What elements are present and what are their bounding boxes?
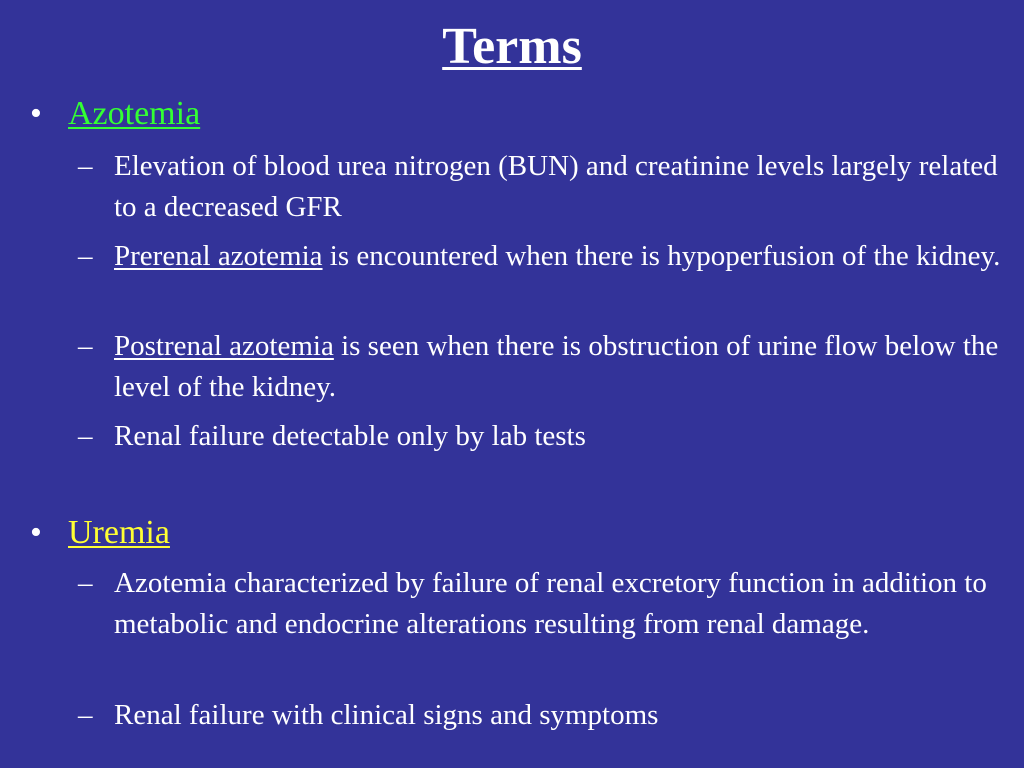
term-uremia: Uremia: [68, 514, 170, 551]
azotemia-item-1-text: Elevation of blood urea nitrogen (BUN) and creatinine levels largely related to a decreased GFR: [114, 150, 998, 223]
bullet-icon: •: [30, 95, 42, 132]
term-prerenal-azotemia: Prerenal azotemia: [114, 240, 323, 272]
dash-icon: –: [78, 240, 93, 272]
dash-icon: –: [78, 150, 93, 182]
term-postrenal-azotemia: Postrenal azotemia: [114, 330, 334, 362]
dash-icon: –: [78, 420, 93, 452]
slide-title: Terms: [442, 18, 582, 75]
uremia-item-1: [78, 563, 1018, 645]
azotemia-item-3-text: is seen when there is obstruction of urine flow below the level of the kidney.: [114, 330, 999, 403]
azotemia-item-1: [78, 146, 1018, 228]
azotemia-item-2-text: is encountered when there is hypoperfusion of the kidney.: [322, 240, 1001, 272]
uremia-item-2-text: Renal failure with clinical signs and symptoms: [114, 699, 659, 731]
bullet-icon: •: [30, 514, 42, 551]
term-azotemia: Azotemia: [68, 95, 201, 132]
dash-icon: –: [78, 567, 93, 599]
bullet-azotemia: [30, 94, 200, 134]
azotemia-item-4: [78, 416, 1018, 457]
dash-icon: –: [78, 330, 93, 362]
bullet-uremia: [30, 513, 170, 553]
dash-icon: –: [78, 699, 93, 731]
azotemia-item-3: [78, 326, 1018, 408]
azotemia-item-4-text: Renal failure detectable only by lab tests: [114, 420, 586, 452]
uremia-item-1-text: Azotemia characterized by failure of renal excretory function in addition to metabolic and endocrine alterations resulting from renal damage.: [114, 567, 987, 640]
uremia-item-2: [78, 695, 1018, 736]
azotemia-item-2: [78, 236, 1018, 277]
